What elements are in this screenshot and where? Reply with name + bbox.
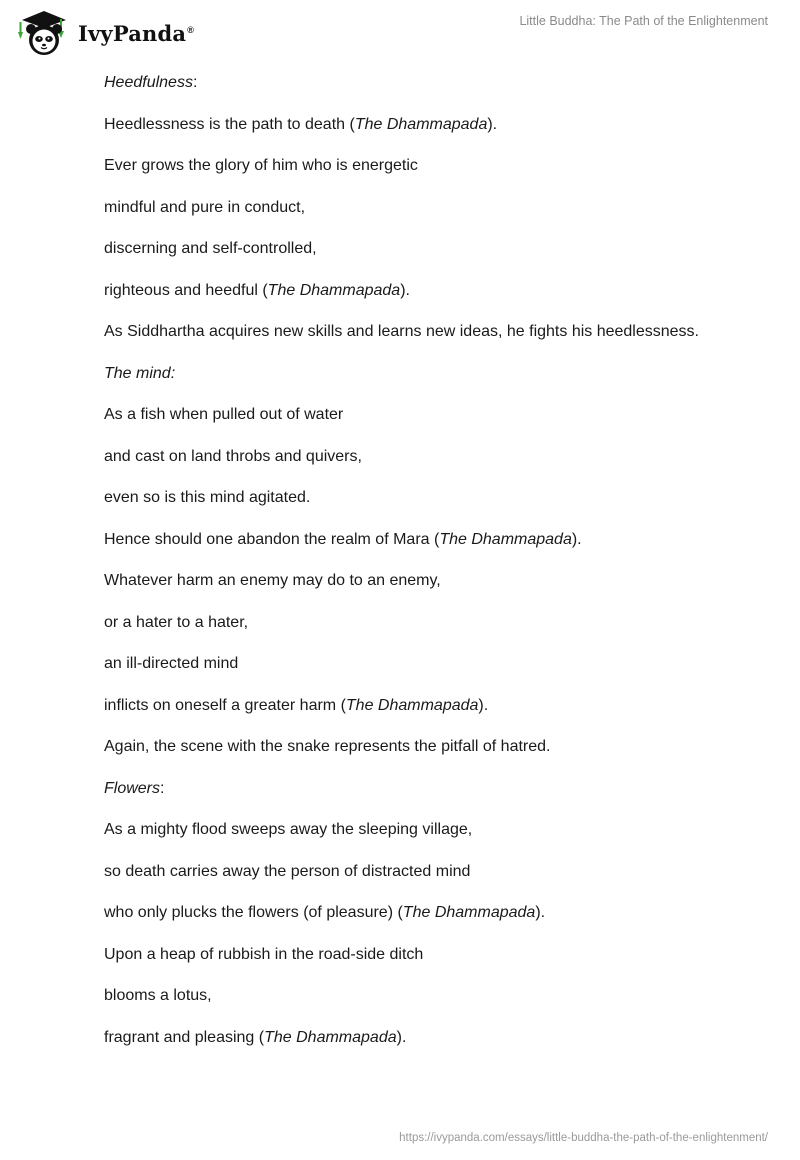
text-line <box>104 485 764 511</box>
text-line <box>104 112 764 138</box>
text-line <box>104 983 764 1009</box>
italic-text: The Dhammapada <box>354 115 488 133</box>
text-line <box>104 402 764 428</box>
text-line <box>104 195 764 221</box>
text-span: Upon a heap of rubbish in the road-side ditch <box>104 945 424 963</box>
source-url[interactable]: https://ivypanda.com/essays/little-buddha-the-path-of-the-enlightenment/ <box>399 1132 768 1144</box>
text-line <box>104 568 764 594</box>
page-header <box>0 0 800 62</box>
text-line <box>104 361 764 387</box>
text-span: As Siddhartha acquires new skills and learns new ideas, he fights his heedlessness. <box>104 323 699 340</box>
text-span: ). <box>396 1028 407 1046</box>
text-line <box>104 444 764 470</box>
text-span: Whatever harm an enemy may do to an enemy, <box>104 572 441 589</box>
text-span: righteous and heedful ( <box>104 281 268 299</box>
text-span: ). <box>571 530 582 548</box>
text-line <box>104 734 764 760</box>
text-span: discerning and self-controlled, <box>104 240 317 257</box>
logo-wordmark: IvyPanda® <box>78 20 195 46</box>
text-span: mindful and pure in conduct, <box>104 198 306 216</box>
text-line <box>104 900 764 926</box>
text-span: so death carries away the person of distracted mind <box>104 862 471 880</box>
text-line <box>104 527 764 553</box>
text-span: ). <box>400 281 410 299</box>
text-line <box>104 693 764 719</box>
text-line <box>104 651 764 677</box>
text-span: blooms a lotus, <box>104 987 212 1004</box>
text-span: As a mighty flood sweeps away the sleeping village, <box>104 821 473 838</box>
italic-text: The Dhammapada <box>264 1028 397 1046</box>
text-line <box>104 817 764 843</box>
text-span: who only plucks the flowers (of pleasure) ( <box>104 904 403 921</box>
text-line <box>104 776 764 802</box>
text-span: Ever grows the glory of him who is energetic <box>104 157 418 174</box>
panda-graduation-cap-icon <box>14 8 74 58</box>
essay-content <box>104 70 764 1066</box>
text-span: and cast on land throbs and quivers, <box>104 447 362 465</box>
text-line <box>104 319 764 345</box>
italic-text: Flowers <box>104 779 161 797</box>
text-span: fragrant and pleasing ( <box>104 1028 265 1046</box>
text-line <box>104 153 764 179</box>
italic-text: The Dhammapada <box>267 281 401 299</box>
italic-text: The Dhammapada <box>345 696 479 714</box>
text-line <box>104 70 764 96</box>
document-title: Little Buddha: The Path of the Enlightenment <box>519 14 768 28</box>
text-span: ). <box>487 115 498 133</box>
italic-text: Heedfulness <box>104 74 193 91</box>
text-span: : <box>160 779 165 797</box>
text-span: Heedlessness is the path to death ( <box>104 115 355 133</box>
text-line <box>104 1025 764 1051</box>
text-span: : <box>192 74 198 91</box>
text-span: Hence should one abandon the realm of Mara ( <box>104 530 440 548</box>
text-span: As a fish when pulled out of water <box>104 406 344 423</box>
text-span: ). <box>478 696 489 714</box>
text-span: ). <box>535 904 546 921</box>
italic-text: The mind: <box>104 364 176 382</box>
text-span: inflicts on oneself a greater harm ( <box>104 696 346 714</box>
text-line <box>104 236 764 262</box>
text-line <box>104 942 764 968</box>
text-span: Again, the scene with the snake represents the pitfall of hatred. <box>104 738 551 755</box>
ivypanda-logo[interactable] <box>14 8 194 58</box>
text-span: or a hater to a hater, <box>104 613 249 631</box>
text-line <box>104 278 764 304</box>
text-span: even so is this mind agitated. <box>104 489 311 506</box>
text-span: an ill-directed mind <box>104 655 239 672</box>
text-line <box>104 859 764 885</box>
text-line <box>104 610 764 636</box>
italic-text: The Dhammapada <box>439 530 572 548</box>
italic-text: The Dhammapada <box>402 904 536 921</box>
